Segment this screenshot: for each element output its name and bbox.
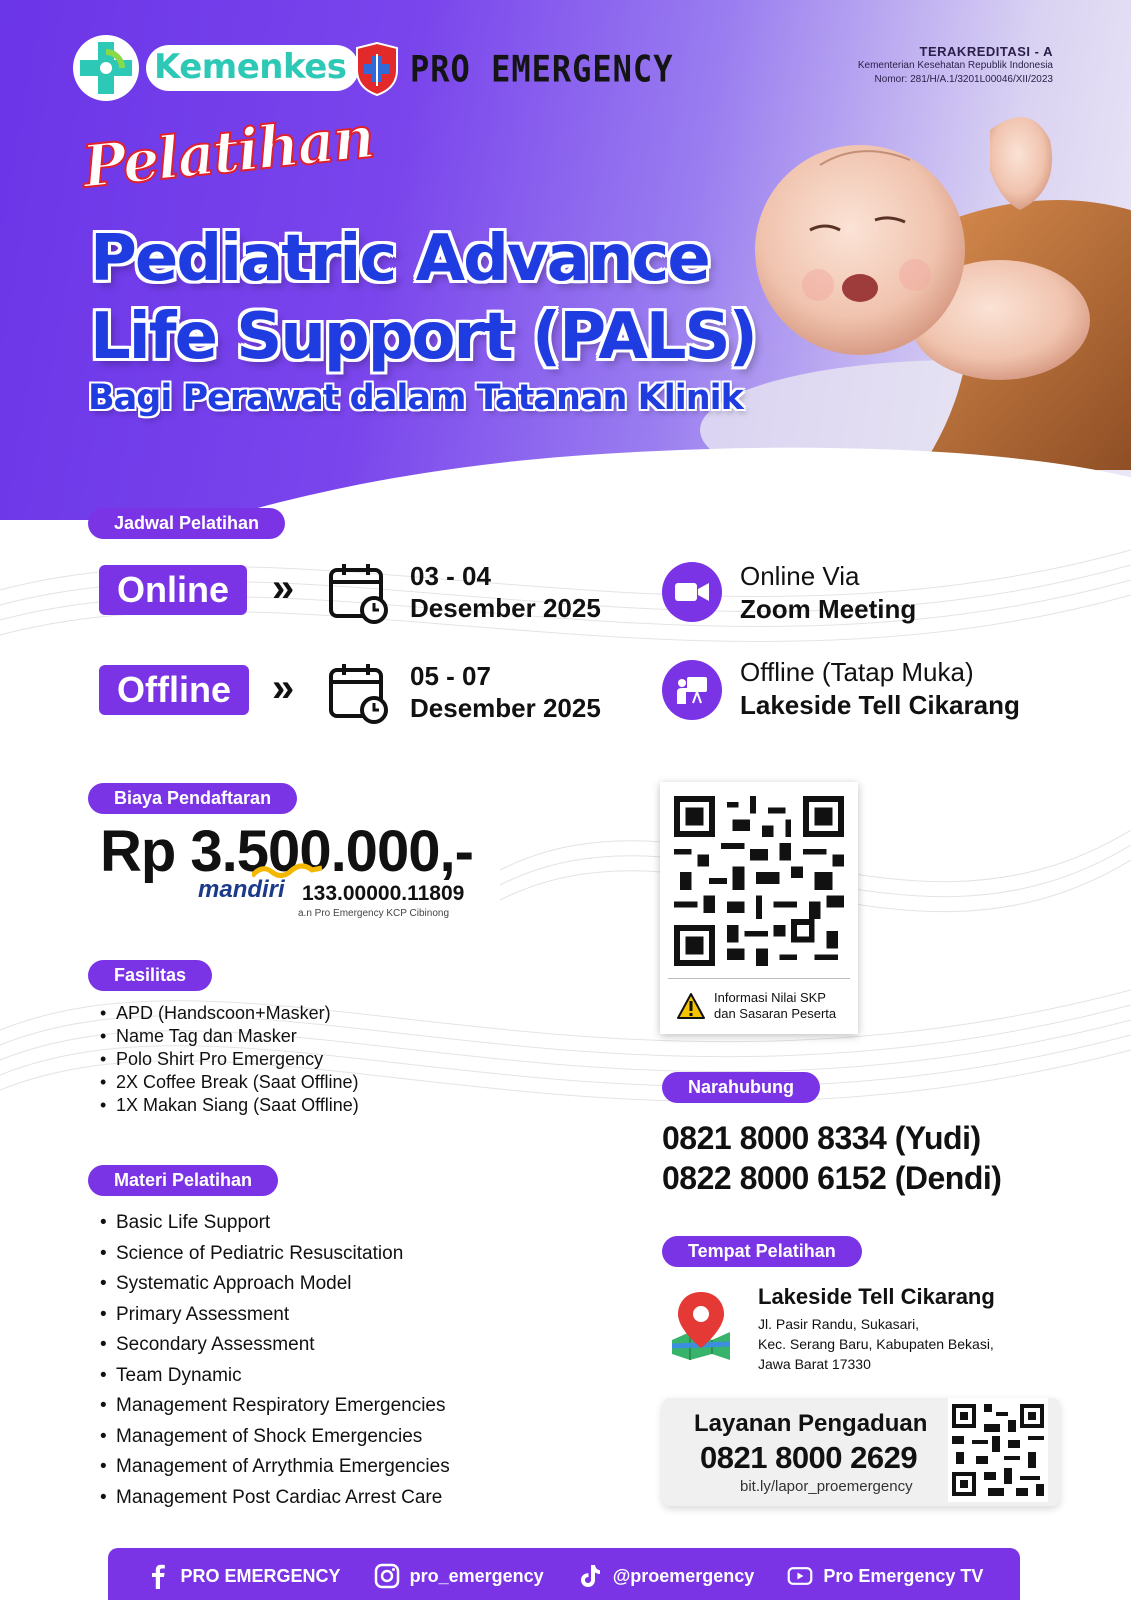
kemenkes-logo [72,34,359,102]
schedule-label: Jadwal Pelatihan [88,508,285,539]
list-item: • Primary Assessment [98,1300,450,1331]
list-item: • 2X Coffee Break (Saat Offline) [98,1071,359,1094]
accreditation-grade: TERAKREDITASI - A [919,44,1053,59]
complaint-title: Layanan Pengaduan [694,1410,928,1437]
skp-info-note-line2: dan Sasaran Peserta [714,1006,837,1021]
accreditation-ministry: Kementerian Kesehatan Republik Indonesia [857,60,1053,71]
facebook-label: PRO EMERGENCY [180,1565,341,1586]
baby-photo [700,70,1131,470]
bank-account-name: a.n Pro Emergency KCP Cibinong [298,908,450,919]
online-date-range: 03 - 04 [410,561,491,591]
list-item: • Basic Life Support [98,1208,450,1239]
warning-icon [676,992,706,1020]
online-via-value: Zoom Meeting [740,594,917,624]
fee-amount: Rp 3.500.000,- [100,819,473,884]
venue-address-1: Jl. Pasir Randu, Sukasari, [758,1316,920,1332]
contact-phone-1[interactable]: 0821 8000 8334 (Yudi) [662,1120,981,1156]
tiktok-label: @proemergency [612,1565,755,1586]
list-item: • Management of Arrythmia Emergencies [98,1452,450,1483]
list-item: • 1X Makan Siang (Saat Offline) [98,1094,359,1117]
tiktok-link[interactable] [577,1563,755,1589]
video-camera-icon [662,562,722,622]
youtube-link[interactable] [787,1563,983,1589]
pro-emergency-logo [354,42,673,96]
list-item: • Management Respiratory Emergencies [98,1391,450,1422]
kemenkes-cross-icon [72,34,140,102]
youtube-icon [787,1563,813,1589]
offline-via-value: Lakeside Tell Cikarang [740,690,1020,720]
list-item: • APD (Handscoon+Masker) [98,1002,359,1025]
online-via-block [740,560,916,626]
online-date-block [410,560,601,624]
facebook-link[interactable] [145,1563,341,1589]
list-item: • Science of Pediatric Resuscitation [98,1239,450,1270]
complaint-qr-code[interactable] [948,1398,1048,1502]
offline-date-block [410,660,601,724]
online-month-year: Desember 2025 [410,593,601,623]
bank-name: mandiri [198,876,285,903]
title-line-2: Life Support (PALS) [90,300,756,374]
facilities-list [98,1002,359,1117]
list-item: • Team Dynamic [98,1361,450,1392]
venue-address-2: Kec. Serang Baru, Kabupaten Bekasi, [758,1336,994,1352]
materials-label: Materi Pelatihan [88,1165,278,1196]
offline-date-range: 05 - 07 [410,661,491,691]
youtube-label: Pro Emergency TV [823,1565,984,1586]
complaint-service-box [662,1398,1060,1506]
list-item: • Name Tag dan Masker [98,1025,359,1048]
instagram-label: pro_emergency [409,1565,544,1586]
list-item: • Secondary Assessment [98,1330,450,1361]
instagram-link[interactable] [374,1563,544,1589]
complaint-url[interactable]: bit.ly/lapor_proemergency [740,1478,913,1495]
materials-list [98,1208,450,1513]
skp-info-note-line1: Informasi Nilai SKP [714,990,826,1005]
title-line-1: Pediatric Advance [90,222,709,296]
instagram-icon [374,1563,400,1589]
contact-label: Narahubung [662,1072,820,1103]
venue-label: Tempat Pelatihan [662,1236,862,1267]
list-item: • Management of Shock Emergencies [98,1422,450,1453]
tiktok-icon [577,1563,603,1589]
facebook-icon [145,1563,171,1589]
venue-address-3: Jawa Barat 17330 [758,1356,871,1372]
online-mode-badge: Online [99,565,247,615]
venue-name: Lakeside Tell Cikarang [758,1284,995,1309]
list-item: • Management Post Cardiac Arrest Care [98,1483,450,1514]
chevron-right-icon: » [272,666,295,710]
pro-emergency-shield-icon [354,42,400,96]
presentation-icon [662,660,722,720]
offline-month-year: Desember 2025 [410,693,601,723]
qr-code[interactable] [674,796,844,966]
fee-label: Biaya Pendaftaran [88,783,297,814]
skp-info-qr-card[interactable] [660,782,858,1034]
social-footer [108,1548,1020,1600]
list-item: • Systematic Approach Model [98,1269,450,1300]
chevron-right-icon: » [272,566,295,610]
kemenkes-logo-text: Kemenkes [146,45,359,91]
list-item: • Polo Shirt Pro Emergency [98,1048,359,1071]
accreditation-block [858,44,1053,87]
script-heading: Pelatihan [79,102,377,202]
calendar-clock-icon [328,662,390,724]
skp-info-note [714,990,836,1022]
pro-emergency-logo-text: PRO EMERGENCY [410,47,674,91]
contact-phones [662,1118,1001,1198]
offline-mode-badge: Offline [99,665,249,715]
offline-via-block [740,656,1020,722]
accreditation-number: Nomor: 281/H/A.1/3201L00046/XII/2023 [874,74,1053,85]
facilities-label: Fasilitas [88,960,212,991]
contact-phone-2[interactable]: 0822 8000 6152 (Dendi) [662,1160,1002,1196]
subtitle: Bagi Perawat dalam Tatanan Klinik [88,378,743,418]
venue-block [758,1284,995,1374]
complaint-phone[interactable]: 0821 8000 2629 [700,1440,918,1475]
bank-account-number: 133.00000.11809 [302,882,465,905]
offline-via-label: Offline (Tatap Muka) [740,657,974,687]
map-pin-icon [668,1290,734,1362]
calendar-clock-icon [328,562,390,624]
online-via-label: Online Via [740,561,860,591]
